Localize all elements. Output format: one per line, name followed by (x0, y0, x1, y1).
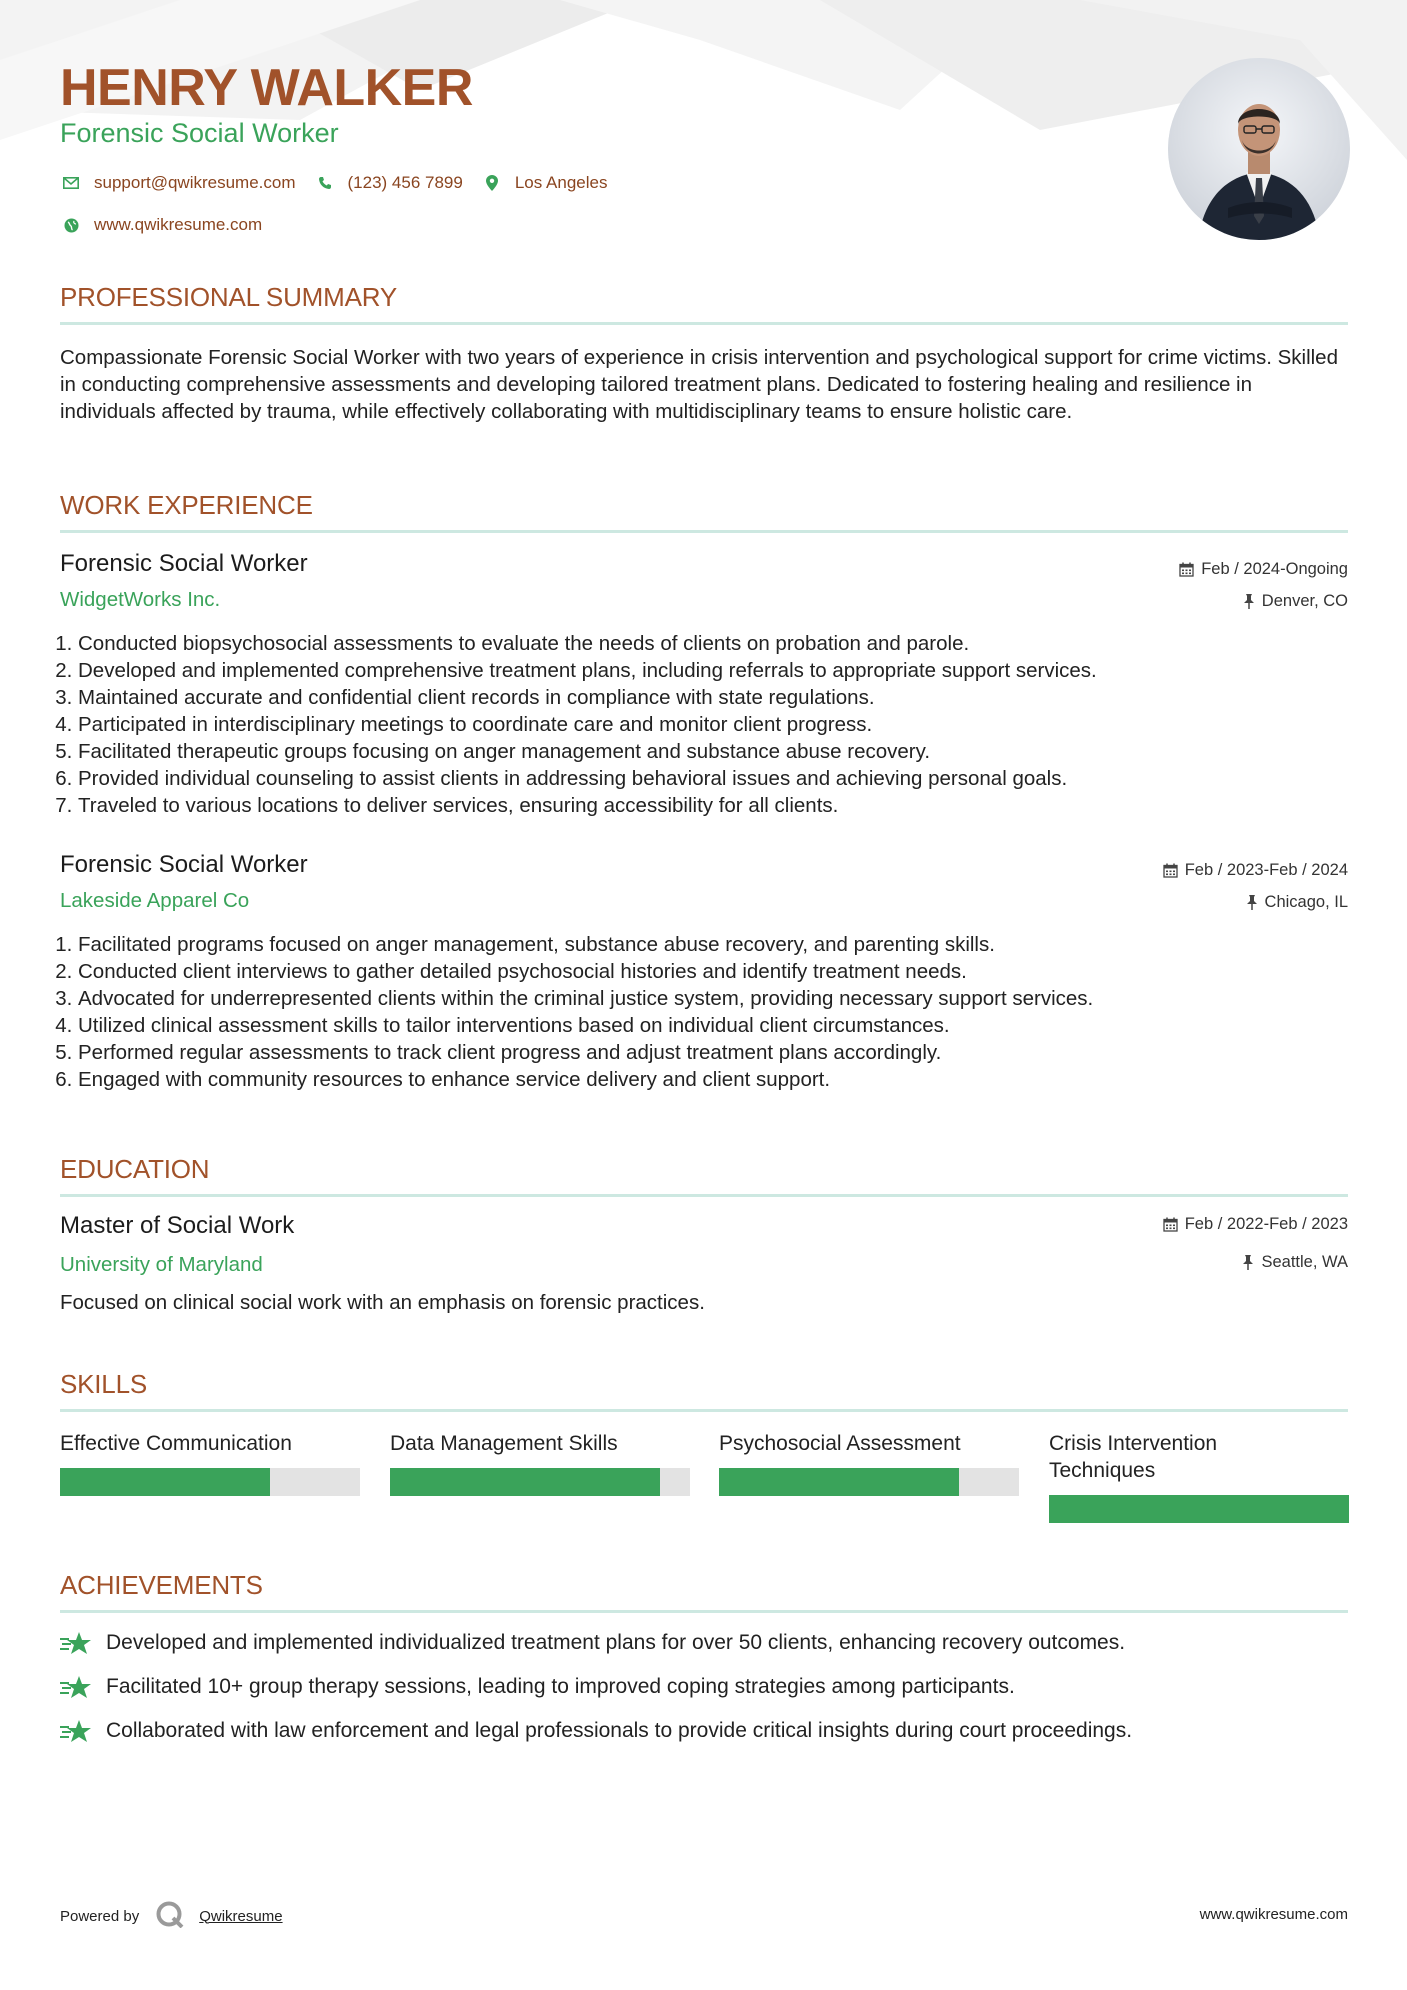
achievement-item (60, 1631, 1125, 1655)
contact-location (481, 173, 608, 193)
skill-item (390, 1430, 690, 1457)
star-icon (60, 1631, 92, 1655)
calendar-icon (1163, 1217, 1178, 1232)
job-dates (1179, 560, 1348, 579)
star-icon (60, 1719, 92, 1743)
contact-phone[interactable] (314, 173, 463, 193)
summary-text: Compassionate Forensic Social Worker with two years of experience in crisis intervention and psychological support for crime victims. Skilled in conducting comprehensive assessments and developing tailored treatment plans. Dedicated to fostering healing and resilience in individuals affected by trauma, while effectively collaborating with multidisciplinary teams to ensure holistic care. (60, 346, 1338, 423)
job-dates (1163, 861, 1348, 880)
list-item: 1. Conducted biopsychosocial assessments to evaluate the needs of clients on probation and parole. (78, 630, 1366, 657)
job-location (1243, 592, 1348, 611)
skill-bar-fill (390, 1468, 660, 1496)
list-item: 4. Utilized clinical assessment skills to tailor interventions based on individual client circumstances. (78, 1012, 1366, 1039)
skill-name: Crisis Intervention Techniques (1049, 1432, 1218, 1482)
list-item: 5. Facilitated therapeutic groups focusing on anger management and substance abuse recovery. (78, 738, 1366, 765)
contact-website[interactable] (60, 215, 262, 235)
job-duties-list (60, 931, 1366, 1093)
section-divider (60, 322, 1348, 325)
qwikresume-link[interactable]: Qwikresume (199, 1907, 283, 1925)
education-description: Focused on clinical social work with an emphasis on forensic practices. (60, 1291, 705, 1314)
email-text: support@qwikresume.com (94, 173, 296, 192)
job-location-text: Denver, CO (1261, 592, 1348, 610)
achievement-text: Collaborated with law enforcement and legal professionals to provide critical insights during court proceedings. (106, 1719, 1133, 1742)
job-dates-text: Feb / 2024-Ongoing (1201, 560, 1348, 578)
section-title-experience: WORK EXPERIENCE (60, 490, 313, 520)
contact-row-website (60, 215, 280, 235)
job-company: WidgetWorks Inc. (60, 588, 221, 611)
job-dates-text: Feb / 2023-Feb / 2024 (1184, 861, 1348, 879)
calendar-icon (1163, 863, 1178, 878)
star-icon (60, 1675, 92, 1699)
skill-bar (390, 1468, 690, 1496)
footer-powered-by (60, 1900, 283, 1932)
skill-bar-fill (1049, 1495, 1349, 1523)
list-item: 3. Advocated for underrepresented clients within the criminal justice system, providing necessary support services. (78, 985, 1366, 1012)
skill-name: Data Management Skills (390, 1432, 618, 1455)
job-title: Forensic Social Worker (60, 851, 308, 878)
job-location-text: Chicago, IL (1264, 893, 1348, 911)
pin-icon (1243, 594, 1255, 609)
section-title-skills: SKILLS (60, 1369, 147, 1399)
skill-item (1049, 1430, 1349, 1484)
phone-text: (123) 456 7899 (347, 173, 463, 192)
list-item: 6. Provided individual counseling to assist clients in addressing behavioral issues and achieving personal goals. (78, 765, 1366, 792)
section-divider (60, 530, 1348, 533)
list-item: 4. Participated in interdisciplinary meetings to coordinate care and monitor client progress. (78, 711, 1366, 738)
list-item: 7. Traveled to various locations to deliver services, ensuring accessibility for all clients. (78, 792, 1366, 819)
pin-icon (1246, 895, 1258, 910)
skill-bar-fill (60, 1468, 270, 1496)
school-name: University of Maryland (60, 1253, 263, 1276)
section-divider (60, 1409, 1348, 1412)
skill-item (719, 1430, 1019, 1457)
section-divider (60, 1610, 1348, 1613)
job-duties-list (60, 630, 1366, 819)
skill-item (60, 1430, 360, 1457)
profile-photo (1168, 58, 1350, 240)
envelope-icon (60, 177, 82, 189)
calendar-icon (1179, 562, 1194, 577)
contact-email[interactable] (60, 173, 296, 193)
skill-bar (719, 1468, 1019, 1496)
list-item: 2. Conducted client interviews to gather detailed psychosocial histories and identify treatment needs. (78, 958, 1366, 985)
candidate-title: Forensic Social Worker (60, 118, 339, 148)
skill-bar-fill (719, 1468, 959, 1496)
skill-name: Effective Communication (60, 1432, 292, 1455)
map-pin-icon (481, 175, 503, 191)
list-item: 6. Engaged with community resources to enhance service delivery and client support. (78, 1066, 1366, 1093)
list-item: 1. Facilitated programs focused on anger management, substance abuse recovery, and parenting skills. (78, 931, 1366, 958)
list-item: 3. Maintained accurate and confidential client records in compliance with state regulations. (78, 684, 1366, 711)
degree-title: Master of Social Work (60, 1212, 295, 1239)
website-text: www.qwikresume.com (94, 215, 263, 234)
section-title-achievements: ACHIEVEMENTS (60, 1570, 263, 1600)
education-location (1242, 1253, 1348, 1272)
contact-row (60, 173, 625, 193)
list-item: 5. Performed regular assessments to track client progress and adjust treatment plans accordingly. (78, 1039, 1366, 1066)
achievement-item (60, 1675, 1015, 1699)
achievement-text: Developed and implemented individualized treatment plans for over 50 clients, enhancing recovery outcomes. (106, 1631, 1126, 1654)
job-title: Forensic Social Worker (60, 550, 308, 577)
job-company: Lakeside Apparel Co (60, 889, 250, 912)
phone-icon (314, 176, 336, 190)
section-divider (60, 1194, 1348, 1197)
education-dates (1163, 1215, 1348, 1234)
achievement-item (60, 1719, 1132, 1743)
qwikresume-logo-icon (155, 1900, 185, 1932)
section-title-summary: PROFESSIONAL SUMMARY (60, 282, 397, 312)
location-text: Los Angeles (514, 173, 608, 192)
section-title-education: EDUCATION (60, 1154, 210, 1184)
education-location-text: Seattle, WA (1261, 1253, 1348, 1271)
skill-name: Psychosocial Assessment (719, 1432, 961, 1455)
skill-bar (60, 1468, 360, 1496)
pin-icon (1242, 1255, 1254, 1270)
powered-by-label: Powered by (60, 1907, 140, 1925)
job-location (1246, 893, 1348, 912)
achievement-text: Facilitated 10+ group therapy sessions, leading to improved coping strategies among participants. (106, 1675, 1015, 1698)
candidate-name: HENRY WALKER (60, 59, 473, 117)
list-item: 2. Developed and implemented comprehensive treatment plans, including referrals to appropriate support services. (78, 657, 1366, 684)
skill-bar (1049, 1495, 1349, 1523)
globe-icon (60, 218, 82, 233)
education-dates-text: Feb / 2022-Feb / 2023 (1184, 1215, 1348, 1233)
footer-website[interactable]: www.qwikresume.com (1199, 1906, 1348, 1923)
